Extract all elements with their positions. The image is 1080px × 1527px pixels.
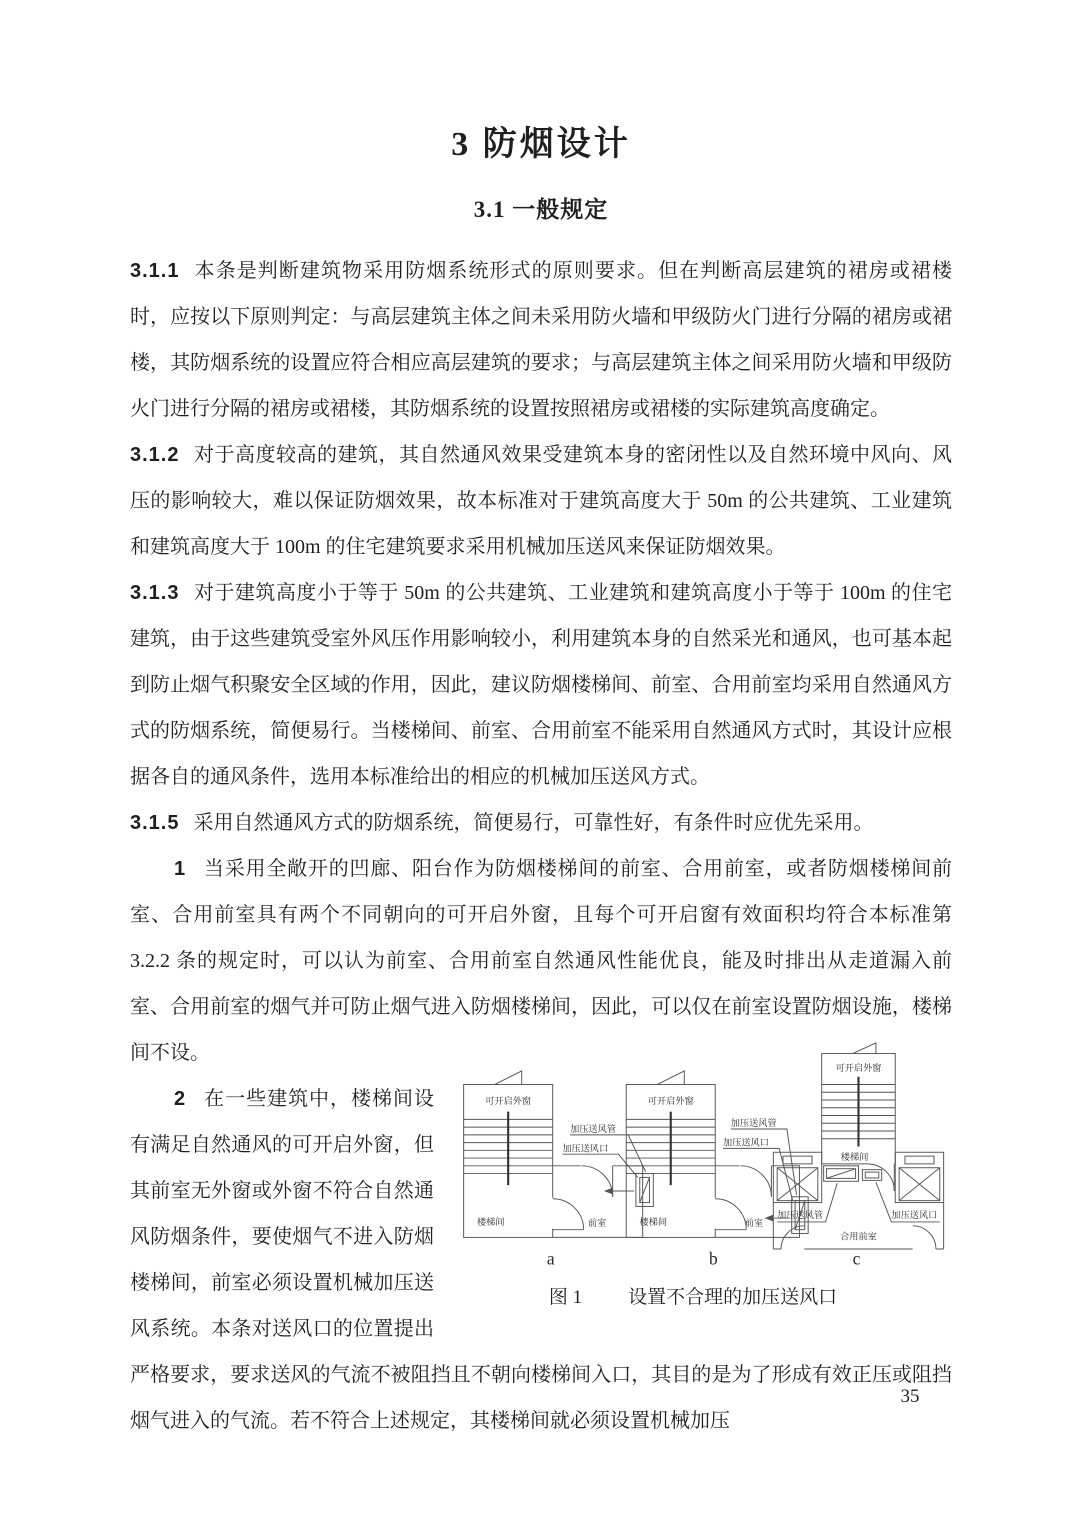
label-air-outlet: 加压送风口 xyxy=(891,1210,938,1221)
elevator-shaft xyxy=(895,1152,943,1202)
figure-caption-text: 设置不合理的加压送风口 xyxy=(628,1287,838,1308)
clause-number: 3.1.2 xyxy=(130,444,180,466)
diagram-a xyxy=(464,1071,654,1269)
figure-1-smoke-diagrams xyxy=(434,1040,952,1309)
label-front-room: 前室 xyxy=(588,1217,607,1228)
item-number: 2 xyxy=(174,1088,186,1110)
window-flap-icon xyxy=(853,1043,876,1054)
page-content xyxy=(130,116,952,1444)
figure-caption-number: 图 1 xyxy=(548,1287,583,1308)
label-openable-window: 可开启外窗 xyxy=(647,1095,694,1106)
clause-text: 采用自然通风方式的防烟系统，简便易行，可靠性好，有条件时应优先采用。 xyxy=(193,812,874,834)
clause-text: 对于高度较高的建筑，其自然通风效果受建筑本身的密闭性以及自然环境中风向、风压的影响较大，难以保证防烟效果，故本标准对于建筑高度大于 50m 的公共建筑、工业建筑和建筑高度大于 100m 的住宅建筑要求采用机械加压送风来保证防烟效果。 xyxy=(130,444,952,558)
label-air-duct: 加压送风管 xyxy=(777,1210,824,1221)
sublabel-a: a xyxy=(546,1248,555,1269)
label-air-duct: 加压送风管 xyxy=(570,1123,617,1134)
item-text: 当采用全敞开的凹廊、阳台作为防烟楼梯间的前室、合用前室，或者防烟楼梯间前室、合用前室具有两个不同朝向的可开启外窗，且每个可开启窗有效面积均符合本标准第 3.2.2 条的规定时，可以认为前室、合用前室自然通风性能优良，能及时排出从走道漏入前室、合用前室的烟气并可防止烟气进入防烟楼梯间，因此，可以仅在前室设置防烟设施，楼梯间不设。 xyxy=(130,858,952,1064)
label-air-duct: 加压送风管 xyxy=(730,1118,777,1129)
clause-3-1-1 xyxy=(130,248,952,432)
page-title: 3 防烟设计 xyxy=(451,126,631,163)
clause-number: 3.1.5 xyxy=(130,812,180,834)
airflow-arrow-icon xyxy=(604,1188,613,1195)
label-stairwell: 楼梯间 xyxy=(639,1216,668,1227)
label-air-outlet: 加压送风口 xyxy=(562,1143,609,1154)
label-shared-front-room: 合用前室 xyxy=(840,1231,877,1242)
figure-caption xyxy=(434,1282,952,1309)
clause-3-1-5 xyxy=(130,800,952,846)
window-flap-icon xyxy=(657,1071,684,1085)
clause-number: 3.1.1 xyxy=(130,260,180,282)
label-air-outlet: 加压送风口 xyxy=(723,1137,769,1148)
door-arc xyxy=(913,1226,936,1249)
clause-3-1-3 xyxy=(130,570,952,800)
item2-with-figure xyxy=(130,1062,952,1444)
clause-number: 3.1.3 xyxy=(130,582,180,604)
elevator-shaft xyxy=(773,1152,821,1202)
label-stairwell: 楼梯间 xyxy=(476,1216,505,1227)
item-number: 1 xyxy=(174,858,186,880)
clause-text: 本条是判断建筑物采用防烟系统形式的原则要求。但在判断高层建筑的裙房或裙楼时，应按以下原则判定：与高层建筑主体之间未采用防火墙和甲级防火门进行分隔的裙房或裙楼，其防烟系统的设置应符合相应高层建筑的要求；与高层建筑主体之间采用防火墙和甲级防火门进行分隔的裙房或裙楼，其防烟系统的设置按照裙房或裙楼的实际建筑高度确定。 xyxy=(130,260,952,420)
diagram-b xyxy=(626,1071,808,1269)
sublabel-b: b xyxy=(708,1248,718,1269)
sublabel-c: c xyxy=(852,1248,861,1269)
label-openable-window: 可开启外窗 xyxy=(485,1095,532,1106)
diagram-c xyxy=(773,1043,943,1269)
clause-text: 对于建筑高度小于等于 50m 的公共建筑、工业建筑和建筑高度小于等于 100m 的住宅建筑，由于这些建筑受室外风压作用影响较小，利用建筑本身的自然采光和通风，也可基本起到防止烟气积聚安全区域的作用，因此，建议防烟楼梯间、前室、合用前室均采用自然通风方式的防烟系统，简便易行。当楼梯间、前室、合用前室不能采用自然通风方式时，其设计应根据各自的通风条件，选用本标准给出的相应的机械加压送风方式。 xyxy=(130,582,952,788)
item-text: 在一些建筑中，楼梯间设有满足自然通风的可开启外窗，但其前室无外窗或外窗不符合自然通风防烟条件，要使烟气不进入防烟楼梯间，前室必须设置机械加压送风系统。本条对送风口的位置提出严格要求，要求送风的气流不被阻挡且不朝向楼梯间入口，其目的是为了形成有效正压或阻挡烟气进入的气流。若不符合上述规定，其楼梯间就必须设置机械加压 xyxy=(130,1088,952,1432)
door-arc xyxy=(553,1199,584,1230)
page-number: 35 xyxy=(900,1386,920,1407)
label-front-room: 前室 xyxy=(744,1217,764,1228)
window-flap-icon xyxy=(495,1071,522,1085)
airflow-arrow-icon xyxy=(765,1215,774,1222)
door-arc xyxy=(715,1199,746,1230)
label-openable-window: 可开启外窗 xyxy=(835,1062,882,1073)
clause-3-1-2 xyxy=(130,432,952,570)
label-stairwell: 楼梯间 xyxy=(840,1152,869,1162)
section-title: 3.1 一般规定 xyxy=(473,197,609,222)
diagram-image xyxy=(434,1040,952,1280)
door-arc xyxy=(740,1166,771,1197)
